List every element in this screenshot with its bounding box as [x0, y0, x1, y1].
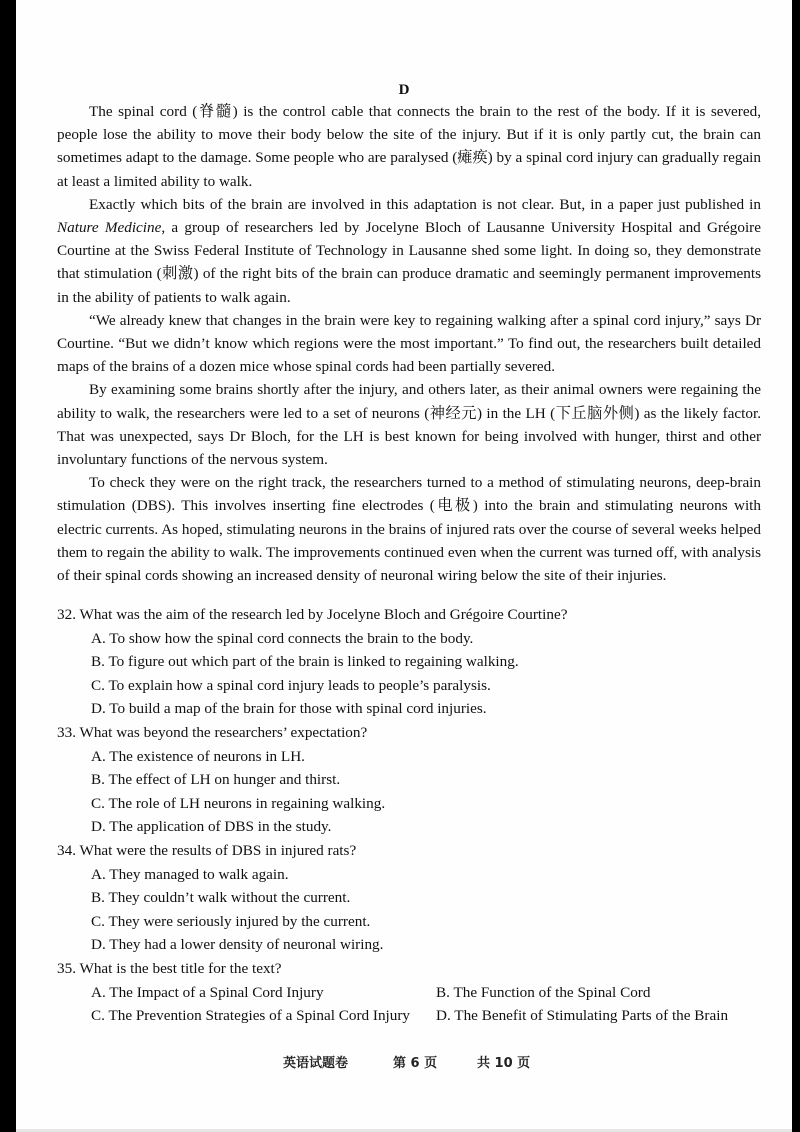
question-32: [57, 603, 773, 721]
option-d: D. To build a map of the brain for those with spinal cord injuries.: [91, 700, 487, 718]
question-stem: 35. What is the best title for the text?: [57, 959, 282, 977]
total-pages: 共 10 页: [477, 1056, 531, 1071]
question-list: [57, 603, 773, 1028]
section-heading: D: [398, 82, 410, 98]
option-b: B. They couldn’t walk without the current.: [91, 889, 351, 907]
question-35: [57, 957, 773, 1028]
option-d: D. The Benefit of Stimulating Parts of the Brain: [436, 1007, 729, 1025]
option-d: D. The application of DBS in the study.: [91, 818, 332, 836]
journal-name: Nature Medicine: [57, 219, 162, 237]
page-number: 第 6 页: [393, 1056, 438, 1071]
paragraph-2-lead: Exactly which bits of the brain are involved in this adaptation is not clear. But, in a paper just published in: [89, 195, 761, 213]
option-c: C. To explain how a spinal cord injury leads to people’s paralysis.: [91, 676, 491, 694]
option-d: D. They had a lower density of neuronal wiring.: [91, 936, 384, 954]
paper-name: 英语试题卷: [283, 1056, 349, 1071]
paragraph-2-rest: , a group of researchers led by Jocelyne Bloch of Lausanne University Hospital and Grégoire Courtine at the Swiss Federal Institute of Technology in Lausanne shed some light. In doing so, they demonstrate that stimulation (刺激) of the right bits of the brain can produce dramatic and seemingly permanent improvements in the ability of patients to walk again.: [57, 219, 761, 306]
question-34: [57, 839, 773, 957]
option-b: B. To figure out which part of the brain is linked to regaining walking.: [91, 653, 519, 671]
option-c: C. They were seriously injured by the current.: [91, 912, 371, 930]
paragraph-4: By examining some brains shortly after the injury, and others later, as their animal owners were regaining the ability to walk, the researchers were led to a set of neurons (神经元) in the LH (下丘脑外侧) as the likely factor. That was unexpected, says Dr Bloch, for the LH is best known for being involved with hunger, thirst and other involuntary functions of the nervous system.: [57, 381, 761, 469]
option-grid: [91, 981, 773, 1028]
question-stem: 34. What were the results of DBS in injured rats?: [57, 841, 357, 859]
option-c: C. The role of LH neurons in regaining walking.: [91, 794, 386, 812]
paragraph-5: To check they were on the right track, the researchers turned to a method of stimulating neurons, deep-brain stimulation (DBS). This involves inserting fine electrodes (电极) into the brain and stimulating neurons with electric currents. As hoped, stimulating neurons in the brains of injured rats over the course of several weeks helped them to regain the ability to walk. The improvements continued even when the current was turned off, with analysis of their spinal cords showing an increased density of neuronal wiring below the site of their injuries.: [57, 474, 761, 585]
reading-passage: [57, 100, 761, 587]
question-33: [57, 721, 773, 839]
option-a: A. To show how the spinal cord connects the brain to the body.: [91, 629, 474, 647]
question-stem: 32. What was the aim of the research led by Jocelyne Bloch and Grégoire Courtine?: [57, 606, 568, 623]
option-b: B. The effect of LH on hunger and thirst.: [91, 771, 341, 789]
paragraph-1: The spinal cord (脊髓) is the control cable that connects the brain to the rest of the body. If it is severed, people lose the ability to move their body below the site of the injury. But if it is only partly cut, the brain can sometimes adapt to the damage. Some people who are paralysed (瘫痪) by a spinal cord injury can gradually regain at least a limited ability to walk.: [57, 103, 761, 190]
option-b: B. The Function of the Spinal Cord: [436, 983, 651, 1001]
option-a: A. The Impact of a Spinal Cord Injury: [91, 983, 324, 1001]
exam-page: [16, 0, 792, 1132]
question-stem: 33. What was beyond the researchers’ expectation?: [57, 723, 368, 741]
option-c: C. The Prevention Strategies of a Spinal Cord Injury: [91, 1007, 411, 1025]
option-a: A. The existence of neurons in LH.: [91, 747, 305, 765]
option-a: A. They managed to walk again.: [91, 865, 289, 883]
paragraph-2: [57, 193, 761, 309]
paragraph-3: “We already knew that changes in the brain were key to regaining walking after a spinal cord injury,” says Dr Courtine. “But we didn’t know which regions were the most important.” To find out, the researchers built detailed maps of the brains of a dozen mice whose spinal cords had been partially severed.: [57, 311, 761, 376]
